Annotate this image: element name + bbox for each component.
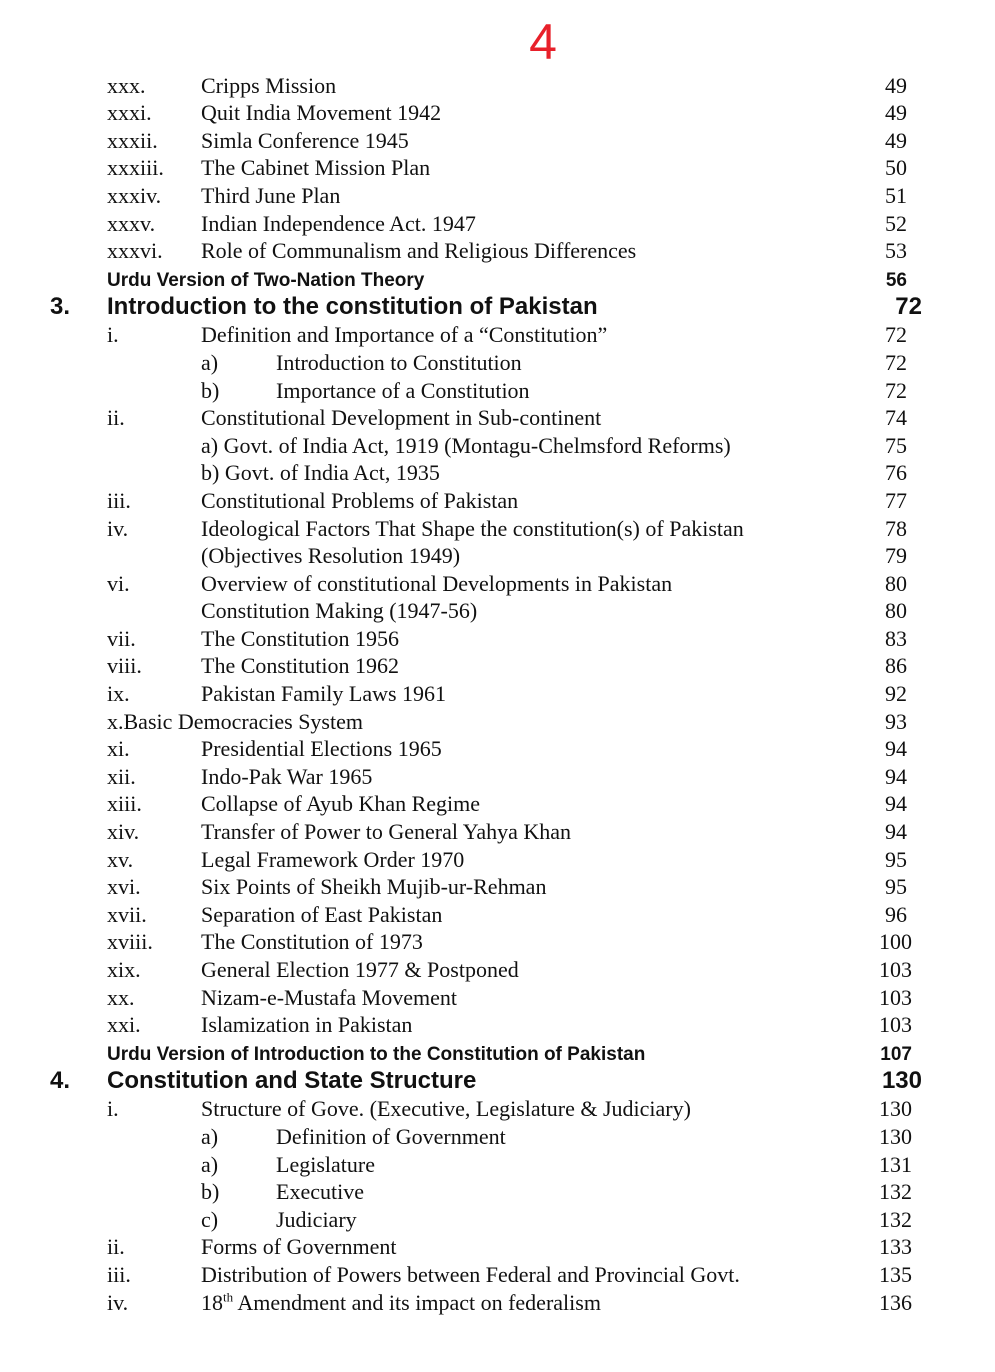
page-ref: 94 — [885, 791, 907, 817]
page-ref: 72 — [895, 292, 922, 320]
toc-entry-row — [0, 129, 995, 157]
entry-title: Nizam-e-Mustafa Movement — [201, 984, 457, 1010]
sub-entry-letter: b) — [201, 1179, 220, 1205]
sub-entry-title: Executive — [276, 1179, 364, 1205]
urdu-section-title: Urdu Version of Introduction to the Constitution of Pakistan — [107, 1043, 646, 1065]
toc-entry-row — [0, 379, 995, 407]
page-ref: 49 — [885, 100, 907, 126]
page-ref: 50 — [885, 155, 907, 181]
entry-number: xix. — [107, 957, 141, 982]
page-ref: 92 — [885, 681, 907, 707]
page-ref: 76 — [885, 460, 907, 486]
toc-entry-row — [0, 1181, 995, 1209]
ordinal-suffix: th — [223, 1289, 234, 1305]
entry-number: iv. — [107, 1289, 129, 1315]
entry-title: x.Basic Democracies System — [107, 708, 363, 734]
page-ref: 94 — [885, 763, 907, 789]
toc-urdu-row — [0, 267, 995, 295]
page-ref: 51 — [885, 182, 907, 208]
entry-number: xiii. — [107, 791, 142, 817]
toc-entry-row — [0, 324, 995, 352]
page-ref: 103 — [879, 957, 912, 982]
entry-title: Structure of Gove. (Executive, Legislature & Judiciary) — [201, 1096, 691, 1122]
toc-urdu-row — [0, 1041, 995, 1069]
toc-entry-row — [0, 74, 995, 102]
page-ref: 103 — [879, 1012, 912, 1038]
page-ref: 132 — [879, 1206, 912, 1232]
entry-title: The Constitution 1962 — [201, 653, 399, 679]
page-ref: 94 — [885, 736, 907, 762]
entry-title: Role of Communalism and Religious Differences — [201, 238, 637, 264]
page-ref: 52 — [885, 210, 907, 236]
entry-title: Six Points of Sheikh Mujib-ur-Rehman — [201, 874, 547, 900]
page-ref: 80 — [885, 570, 907, 596]
page-ref: 136 — [879, 1289, 912, 1315]
toc-entry-row — [0, 184, 995, 212]
entry-title: Presidential Elections 1965 — [201, 736, 442, 762]
page-ref: 74 — [885, 405, 907, 431]
urdu-section-title: Urdu Version of Two-Nation Theory — [107, 269, 425, 291]
toc-entry-row — [0, 710, 995, 738]
sub-entry-letter: a) — [201, 1123, 219, 1149]
table-of-contents — [0, 74, 995, 1319]
entry-title: The Constitution of 1973 — [201, 929, 423, 955]
toc-entry-row — [0, 102, 995, 130]
toc-entry-row — [0, 1263, 995, 1291]
toc-entry-row — [0, 682, 995, 710]
page-ref: 100 — [879, 929, 912, 955]
toc-entry-row — [0, 765, 995, 793]
toc-entry-row — [0, 157, 995, 185]
entry-number: xi. — [107, 736, 130, 762]
sub-entry-letter: a) — [201, 349, 219, 375]
page-ref: 83 — [885, 625, 907, 651]
toc-chapter-row — [0, 1066, 995, 1098]
sub-entry-letter: c) — [201, 1206, 219, 1232]
toc-entry-row — [0, 793, 995, 821]
page-ref: 95 — [885, 846, 907, 872]
entry-title: Indo-Pak War 1965 — [201, 763, 373, 789]
page-ref: 131 — [879, 1151, 912, 1177]
toc-entry-row — [0, 434, 995, 462]
toc-entry-row — [0, 517, 995, 545]
sub-entry-title: Definition of Government — [276, 1123, 506, 1149]
entry-title: a) Govt. of India Act, 1919 (Montagu-Chelmsford Reforms) — [201, 432, 731, 458]
page-ref: 130 — [879, 1096, 912, 1122]
entry-title: Distribution of Powers between Federal and Provincial Govt. — [201, 1261, 740, 1287]
entry-number: iii. — [107, 487, 131, 513]
page-ref: 96 — [885, 901, 907, 927]
page-ref: 49 — [885, 72, 907, 98]
toc-entry-row — [0, 931, 995, 959]
page-ref: 95 — [885, 874, 907, 900]
entry-number: xxxvi. — [107, 238, 163, 264]
toc-entry-row — [0, 462, 995, 490]
entry-title: Constitution Making (1947-56) — [201, 598, 478, 624]
page-ref: 132 — [879, 1179, 912, 1205]
toc-entry-row — [0, 903, 995, 931]
entry-title: Indian Independence Act. 1947 — [201, 210, 476, 236]
entry-number: xxx. — [107, 72, 146, 98]
toc-entry-row — [0, 986, 995, 1014]
toc-entry-row — [0, 1153, 995, 1181]
entry-title: Constitutional Problems of Pakistan — [201, 487, 519, 513]
entry-title: General Election 1977 & Postponed — [201, 957, 519, 982]
entry-number: ii. — [107, 1234, 125, 1260]
entry-title: (Objectives Resolution 1949) — [201, 543, 461, 569]
entry-title: Collapse of Ayub Khan Regime — [201, 791, 481, 817]
entry-title: Constitutional Development in Sub-continent — [201, 405, 602, 431]
page-ref: 75 — [885, 432, 907, 458]
toc-entry-row — [0, 572, 995, 600]
entry-title: Separation of East Pakistan — [201, 901, 443, 927]
entry-number: xviii. — [107, 929, 153, 955]
entry-number: iii. — [107, 1261, 131, 1287]
toc-entry-row — [0, 958, 995, 986]
chapter-title: Introduction to the constitution of Pakistan — [107, 292, 598, 320]
toc-entry-row — [0, 848, 995, 876]
entry-number: xvii. — [107, 901, 147, 927]
entry-title: The Cabinet Mission Plan — [201, 155, 431, 181]
entry-number: vii. — [107, 625, 136, 651]
page-ref: 103 — [879, 984, 912, 1010]
entry-title: Pakistan Family Laws 1961 — [201, 681, 447, 707]
toc-entry-row — [0, 407, 995, 435]
entry-number: xx. — [107, 984, 135, 1010]
entry-title: Ideological Factors That Shape the constitution(s) of Pakistan — [201, 515, 744, 541]
toc-entry-row — [0, 240, 995, 268]
page-number: 4 — [529, 14, 557, 70]
entry-number: xv. — [107, 846, 134, 872]
entry-number: vi. — [107, 570, 130, 596]
toc-entry-row — [0, 1098, 995, 1126]
entry-title: Quit India Movement 1942 — [201, 100, 442, 126]
toc-entry-row — [0, 600, 995, 628]
entry-number: viii. — [107, 653, 142, 679]
chapter-title: Constitution and State Structure — [107, 1066, 477, 1094]
page-ref: 79 — [885, 543, 907, 569]
entry-title — [201, 1290, 601, 1316]
entry-number: i. — [107, 322, 119, 348]
page-ref: 86 — [885, 653, 907, 679]
page-ref: 107 — [880, 1043, 912, 1065]
page-ref: 130 — [881, 1066, 922, 1094]
entry-number: xxxii. — [107, 127, 158, 153]
page-ref: 49 — [885, 127, 907, 153]
page-ref: 78 — [885, 515, 907, 541]
toc-chapter-row — [0, 292, 995, 324]
toc-entry-row — [0, 1125, 995, 1153]
sub-entry-letter: a) — [201, 1151, 219, 1177]
entry-number: xxxv. — [107, 210, 156, 236]
entry-number: ix. — [107, 681, 130, 707]
entry-title: Simla Conference 1945 — [201, 127, 409, 153]
page-ref: 94 — [885, 819, 907, 845]
toc-entry-row — [0, 1291, 995, 1319]
sub-entry-letter: b) — [201, 377, 220, 403]
page-ref: 72 — [885, 349, 907, 375]
page-ref: 56 — [885, 269, 907, 291]
toc-entry-row — [0, 1208, 995, 1236]
entry-title: Islamization in Pakistan — [201, 1012, 413, 1038]
page-ref: 77 — [885, 487, 907, 513]
page-ref: 135 — [879, 1261, 912, 1287]
toc-entry-row — [0, 820, 995, 848]
toc-entry-row — [0, 627, 995, 655]
entry-title: Cripps Mission — [201, 72, 337, 98]
entry-number: ii. — [107, 405, 125, 431]
entry-title: Transfer of Power to General Yahya Khan — [201, 819, 572, 845]
page-ref: 80 — [885, 598, 907, 624]
page-ref: 53 — [885, 238, 907, 264]
entry-title: Definition and Importance of a “Constitution” — [201, 322, 608, 348]
entry-number: xxi. — [107, 1012, 141, 1038]
sub-entry-title: Judiciary — [276, 1206, 357, 1232]
page-ref: 93 — [885, 708, 907, 734]
entry-title: The Constitution 1956 — [201, 625, 399, 651]
page-ref: 130 — [879, 1123, 912, 1149]
entry-title: b) Govt. of India Act, 1935 — [201, 460, 440, 486]
entry-title-rest: Amendment and its impact on federalism — [233, 1289, 601, 1315]
toc-entry-row — [0, 545, 995, 573]
chapter-number: 4. — [50, 1066, 71, 1094]
toc-entry-row — [0, 212, 995, 240]
entry-number: xxxiv. — [107, 182, 162, 208]
entry-title: Third June Plan — [201, 182, 341, 208]
entry-number: xxxi. — [107, 100, 152, 126]
page-ref: 133 — [879, 1234, 912, 1260]
toc-entry-row — [0, 489, 995, 517]
sub-entry-title: Legislature — [276, 1151, 375, 1177]
entry-number: xii. — [107, 763, 136, 789]
entry-number: i. — [107, 1096, 119, 1122]
toc-entry-row — [0, 655, 995, 683]
entry-number: xxxiii. — [107, 155, 164, 181]
page-ref: 72 — [885, 377, 907, 403]
sub-entry-title: Importance of a Constitution — [276, 377, 530, 403]
entry-title: Overview of constitutional Developments in Pakistan — [201, 570, 673, 596]
entry-title-prefix: 18 — [201, 1289, 223, 1315]
entry-title: Forms of Government — [201, 1234, 397, 1260]
toc-entry-row — [0, 738, 995, 766]
toc-entry-row — [0, 1014, 995, 1042]
entry-number: xvi. — [107, 874, 141, 900]
entry-number: xiv. — [107, 819, 140, 845]
page-ref: 72 — [885, 322, 907, 348]
entry-number: iv. — [107, 515, 129, 541]
chapter-number: 3. — [50, 292, 71, 320]
toc-entry-row — [0, 351, 995, 379]
toc-entry-row — [0, 876, 995, 904]
toc-entry-row — [0, 1236, 995, 1264]
sub-entry-title: Introduction to Constitution — [276, 349, 522, 375]
entry-title: Legal Framework Order 1970 — [201, 846, 465, 872]
